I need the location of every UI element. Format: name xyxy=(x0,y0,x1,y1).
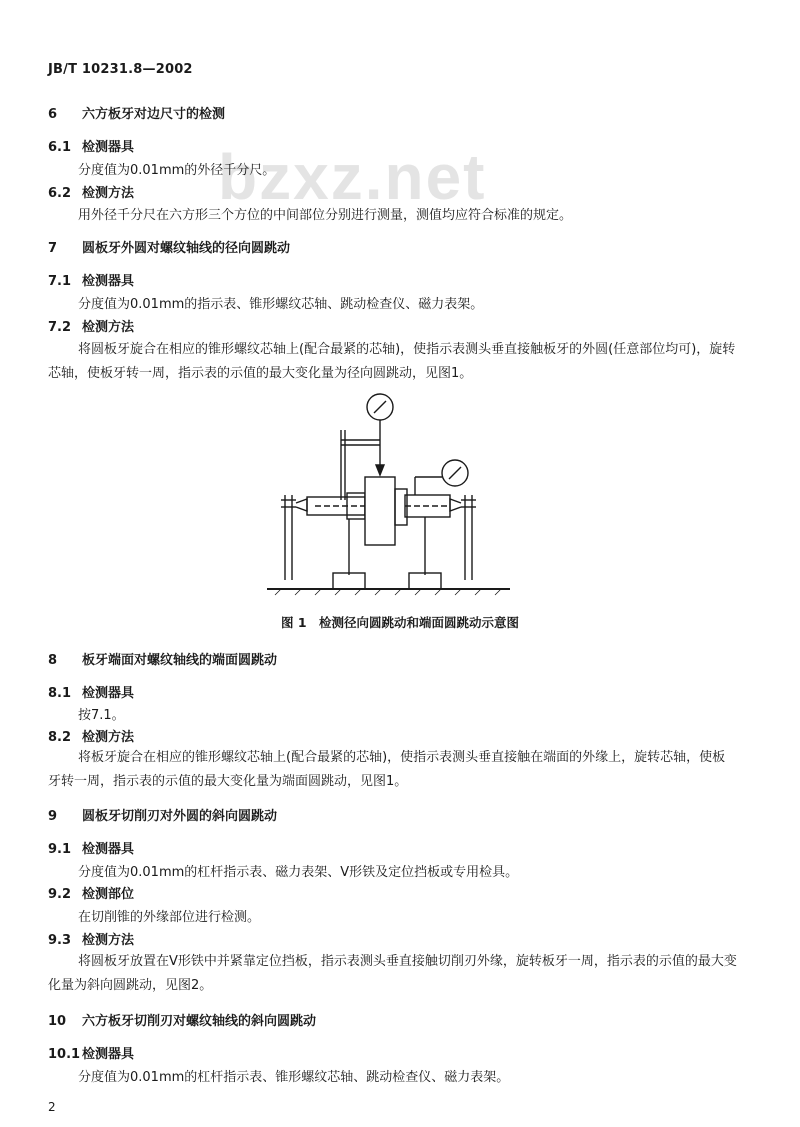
section-10-1-heading: 10.1 检测器具 xyxy=(48,1047,135,1062)
section-8-1-heading: 8.1 检测器具 xyxy=(48,686,135,701)
section-9-3-heading: 9.3 检测方法 xyxy=(48,933,135,948)
section-6-heading: 6 六方板牙对边尺寸的检测 xyxy=(48,107,226,122)
section-6-1-text: 分度值为0.01mm的外径千分尺。 xyxy=(78,163,276,178)
section-7-1-heading: 7.1 检测器具 xyxy=(48,274,135,289)
section-6-2-text: 用外径千分尺在六方形三个方位的中间部位分别进行测量，测值均应符合标准的规定。 xyxy=(78,208,573,223)
section-8-2-heading: 8.2 检测方法 xyxy=(48,730,135,745)
figure-1-runout-diagram xyxy=(255,385,535,605)
section-6-1-heading: 6.1 检测器具 xyxy=(48,140,135,155)
section-8-heading: 8 板牙端面对螺纹轴线的端面圆跳动 xyxy=(48,653,278,668)
standard-number-header: JB/T 10231.8—2002 xyxy=(48,62,193,77)
round-die xyxy=(365,477,395,545)
section-6-2-heading: 6.2 检测方法 xyxy=(48,186,135,201)
page-number: 2 xyxy=(48,1100,56,1114)
section-7-2-text: 将圆板牙旋合在相应的锥形螺纹芯轴上(配合最紧的芯轴)，使指示表测头垂直接触板牙的外圆(任意部位均可)，旋转芯轴，使板牙转一周，指示表的示值的最大变化量为径向圆跳动，见图1。 xyxy=(48,342,736,381)
figure-1-caption: 图 1 检测径向圆跳动和端面圆跳动示意图 xyxy=(280,615,520,630)
section-8-1-text: 按7.1。 xyxy=(78,708,125,723)
section-9-heading: 9 圆板牙切削刃对外圆的斜向圆跳动 xyxy=(48,809,278,824)
section-8-2-text: 将板牙旋合在相应的锥形螺纹芯轴上(配合最紧的芯轴)，使指示表测头垂直接触在端面的外缘上，旋转芯轴，使板牙转一周，指示表的示值的最大变化量为端面圆跳动，见图1。 xyxy=(48,750,726,789)
section-10-1-text: 分度值为0.01mm的杠杆指示表、锥形螺纹芯轴、跳动检查仪、磁力表架。 xyxy=(78,1070,510,1085)
section-7-1-text: 分度值为0.01mm的指示表、锥形螺纹芯轴、跳动检查仪、磁力表架。 xyxy=(78,297,484,312)
section-7-2-heading: 7.2 检测方法 xyxy=(48,320,135,335)
section-9-1-heading: 9.1 检测器具 xyxy=(48,842,135,857)
section-9-2-heading: 9.2 检测部位 xyxy=(48,887,135,902)
section-9-3-text: 将圆板牙放置在V形铁中并紧靠定位挡板，指示表测头垂直接触切削刃外缘，旋转板牙一周，指示表的示值的最大变化量为斜向圆跳动，见图2。 xyxy=(48,954,737,993)
section-10-heading: 10 六方板牙切削刃对螺纹轴线的斜向圆跳动 xyxy=(48,1014,317,1029)
section-9-2-text: 在切削锥的外缘部位进行检测。 xyxy=(78,910,261,925)
section-7-heading: 7 圆板牙外圆对螺纹轴线的径向圆跳动 xyxy=(48,241,291,256)
section-9-1-text: 分度值为0.01mm的杠杆指示表、磁力表架、V形铁及定位挡板或专用检具。 xyxy=(78,865,519,880)
watermark: bzxz.net xyxy=(218,141,487,213)
